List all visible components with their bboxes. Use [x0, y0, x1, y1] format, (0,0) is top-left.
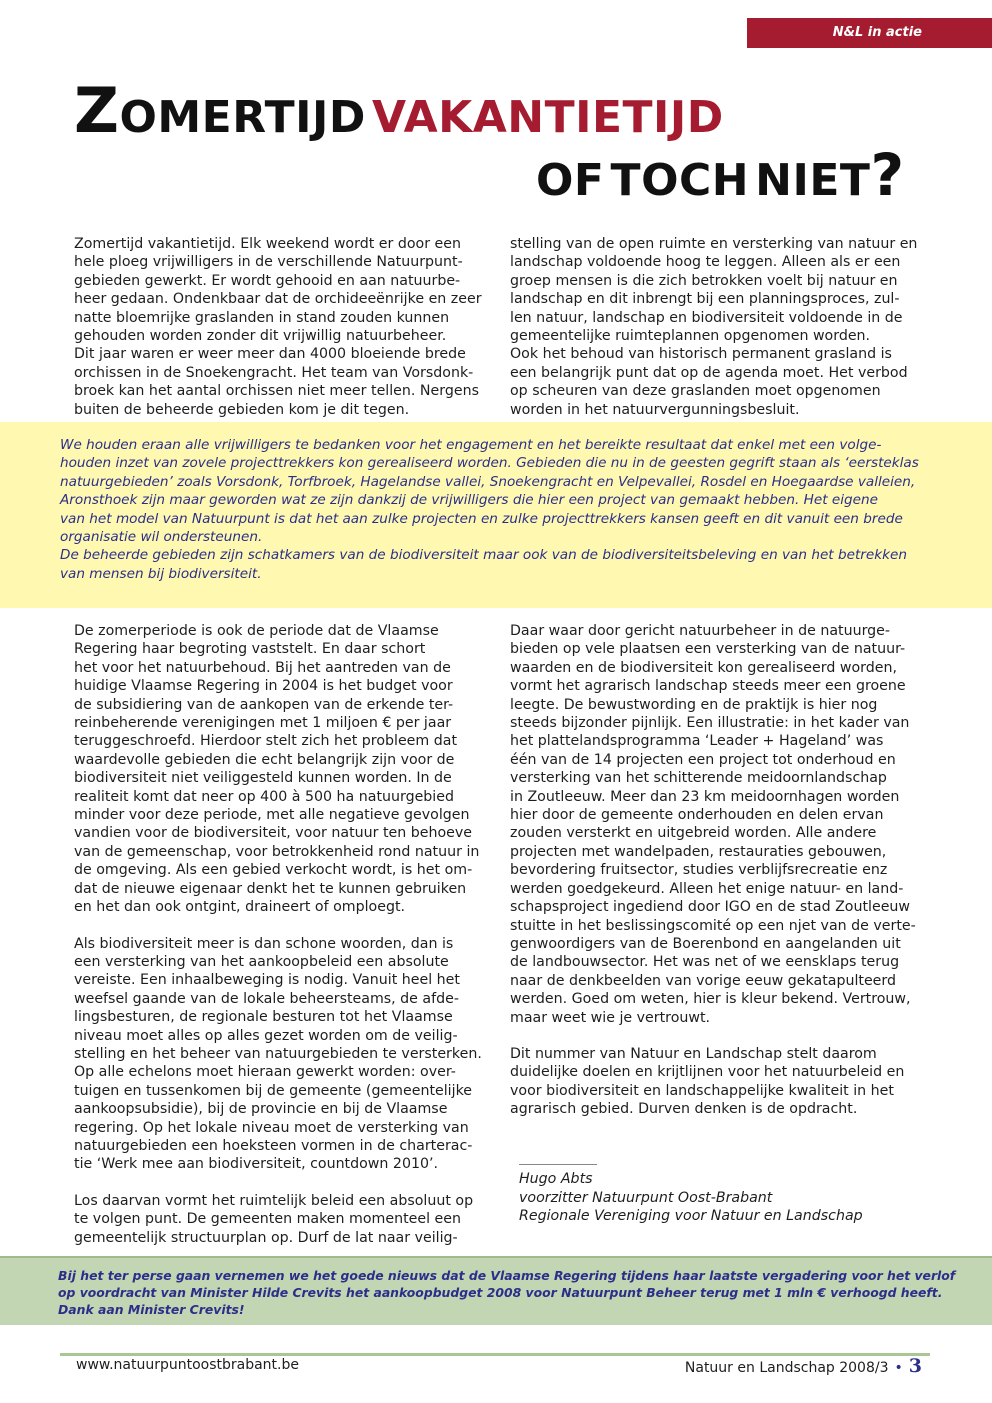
- highlight-text: [60, 436, 940, 583]
- highlight-paragraph-1: We houden eraan alle vrijwilligers te bedanken voor het engagement en het bereikte resultaat dat enkel met een volge- houden inzet van zovele projecttrekkers kon gerealiseerd worden. Gebieden die nu in de geesten gegrift staan als ‘eersteklas natuurgebieden’ zoals Vorsdonk, Torfbroek, Hagelandse vallei, Snoekengracht en Velpevallei, Rosdel en Hoegaardse valleien, Aronsthoek zijn maar geworden wat ze zijn dankzij de vrijwilligers die hier een project van gemaakt hebben. Het eigene van het model van Natuurpunt is dat het aan zulke projecten en zulke projecttrekkers kansen geeft en dit vanuit een brede organisatie wil ondersteunen.: [60, 437, 919, 546]
- intro-paragraph-left: Zomertijd vakantietijd. Elk weekend wordt er door een hele ploeg vrijwilligers in de verschillende Natuurpunt- gebieden gewerkt. Er wordt gehooid en aan natuurbe- heer gedaan. Ondenkbaar dat de orchideeënrijke en zeer natte bloemrijke graslanden in stand zouden kunnen gehouden worden zonder dit vrijwillig natuurbeheer. Dit jaar waren er weer meer dan 4000 bloeiende brede orchissen in de Snoekengracht. Het team van Vorsdonk- broek kan het aantal orchissen niet meer tellen. Nergens buiten de beheerde gebieden kom je dit tegen.: [74, 236, 482, 418]
- news-paragraph: Bij het ter perse gaan vernemen we het goede nieuws dat de Vlaamse Regering tijdens haar laatste vergadering voor het verlof op voordracht van Minister Hilde Crevits het aankoopbudget 2008 voor Natuurpunt Beheer terug met 1 mln € verhoogd heeft. Dank aan Minister Crevits!: [58, 1268, 956, 1317]
- footer-bullet: •: [894, 1360, 903, 1376]
- intro-right-column: [510, 235, 930, 419]
- signature-block: [519, 1170, 939, 1226]
- body-paragraph: Los daarvan vormt het ruimtelijk beleid een absoluut op te volgen punt. De gemeenten maken momenteel een gemeentelijk structuurplan op. Durf de lat naar veilig-: [74, 1192, 474, 1246]
- page-number: 3: [908, 1355, 922, 1377]
- highlight-paragraph-2: De beheerde gebieden zijn schatkamers van de biodiversiteit maar ook van de biodiversiteitsbeleving en van het betrekken van mensen bij biodiversiteit.: [60, 547, 907, 582]
- body-right-column: [510, 622, 930, 1119]
- footer-website-link[interactable]: www.natuurpuntoostbrabant.be: [76, 1357, 299, 1373]
- news-box-text: [58, 1267, 958, 1318]
- news-box-border: [0, 1256, 992, 1258]
- footer-issue-label: Natuur en Landschap 2008/3: [684, 1360, 889, 1376]
- body-paragraph: Daar waar door gericht natuurbeheer in de natuurge- bieden op vele plaatsen een versterking van de natuur- waarden en de biodiversiteit kon gerealiseerd worden, vormt het agrarisch landschap steeds meer een groene leegte. De bewustwording en de praktijk is hier nog steeds bijzonder pijnlijk. Een illustratie: in het kader van het plattelandsprogramma ‘Leader + Hageland’ was één van de 14 projecten een project tot onderhoud en versterking van het schitterende meidoornlandschap in Zoutleeuw. Meer dan 23 km meidoornhagen worden hier door de gemeente onderhouden en delen ervan zouden versterkt en uitgebreid worden. Alle andere projecten met wandelpaden, restauraties gebouwen, bevordering fruitsector, studies verblijfsrecreatie enz werden goedgekeurd. Alleen het enige natuur- en land- schapsproject ingediend door IGO en de stad Zoutleeuw stuitte in het beslissingscomité op een njet van de verte- genwoordigers van de Boerenbond en aangelanden uit de landbouwsector. Het was net of we eensklaps terug naar de denkbeelden van vorige eeuw gekatapulteerd werden. Goed om weten, hier is kleur bekend. Vertrouw, maar weet wie je vertrouwt.: [510, 623, 916, 1026]
- title-word-1: ZOMERTIJD: [74, 74, 366, 147]
- body-left-column: [74, 622, 494, 1247]
- footer-issue: [685, 1355, 922, 1377]
- body-paragraph: Dit nummer van Natuur en Landschap stelt daarom duidelijke doelen en krijtlijnen voor het natuurbeleid en voor biodiversiteit en landschappelijke kwaliteit in het agrarisch gebied. Durven denken is de opdracht.: [510, 1045, 905, 1118]
- signature-divider: [519, 1164, 597, 1165]
- intro-paragraph-right: stelling van de open ruimte en versterking van natuur en landschap voldoende hoog te leggen. Alleen als er een groep mensen is die zich betrokken voelt bij natuur en landschap en dit inbrengt bij een planningsproces, zul- len natuur, landschap en biodiversiteit voldoende in de gemeentelijke ruimteplannen opgenomen worden. Ook het behoud van historisch permanent grasland is een belangrijk punt dat op de agenda moet. Het verbod op scheuren van deze graslanden moet opgenomen worden in het natuurvergunningsbesluit.: [510, 236, 918, 418]
- title-word-2: VAKANTIETIJD: [371, 92, 724, 143]
- signature-name: Hugo Abts: [519, 1171, 593, 1187]
- signature-role: voorzitter Natuurpunt Oost-Brabant: [519, 1189, 773, 1206]
- body-paragraph: Als biodiversiteit meer is dan schone woorden, dan is een versterking van het aankoopbeleid een absolute vereiste. Een inhaalbeweging is nodig. Vanuit heel het weefsel gaande van de lokale beheersteams, de afde- lingsbesturen, de regionale besturen tot het Vlaamse niveau moet alles op alles gezet worden om de veilig- stelling en het beheer van natuurgebieden te versterken. Op alle echelons moet hieraan gewerkt worden: over- tuigen en tussenkomen bij de gemeente (gemeentelijke aankoopsubsidie), bij de provincie en bij de Vlaamse regering. Op het lokale niveau moet de versterking van natuurgebieden een hoeksteen vormen in de charterac- tie ‘Werk mee aan biodiversiteit, countdown 2010’.: [74, 935, 482, 1173]
- intro-left-column: [74, 235, 494, 419]
- page-title-line-2: OF TOCH NIET?: [536, 141, 905, 209]
- section-label: N&L in actie: [747, 18, 992, 48]
- signature-organization: Regionale Vereniging voor Natuur en Landschap: [519, 1208, 863, 1225]
- body-paragraph: De zomerperiode is ook de periode dat de Vlaamse Regering haar begroting vaststelt. En daar schort het voor het natuurbehoud. Bij het aantreden van de huidige Vlaamse Regering in 2004 is het budget voor de subsidiering van de aankopen van de erkende ter- reinbeherende verenigingen met 1 miljoen € per jaar teruggeschroefd. Hierdoor stelt zich het probleem dat waardevolle gebieden die echt belangrijk zijn voor de biodiversiteit niet veiliggesteld kunnen worden. In de realiteit komt dat neer op 400 à 500 ha natuurgebied minder voor deze periode, met alle negatieve gevolgen vandien voor de biodiversiteit, voor natuur ten behoeve van de gemeenschap, voor betrokkenheid rond natuur in de omgeving. Als een gebied verkocht wordt, is het om- dat de nieuwe eigenaar denkt het te kunnen gebruiken en het dan ook ontgint, draineert of omploegt.: [74, 623, 480, 916]
